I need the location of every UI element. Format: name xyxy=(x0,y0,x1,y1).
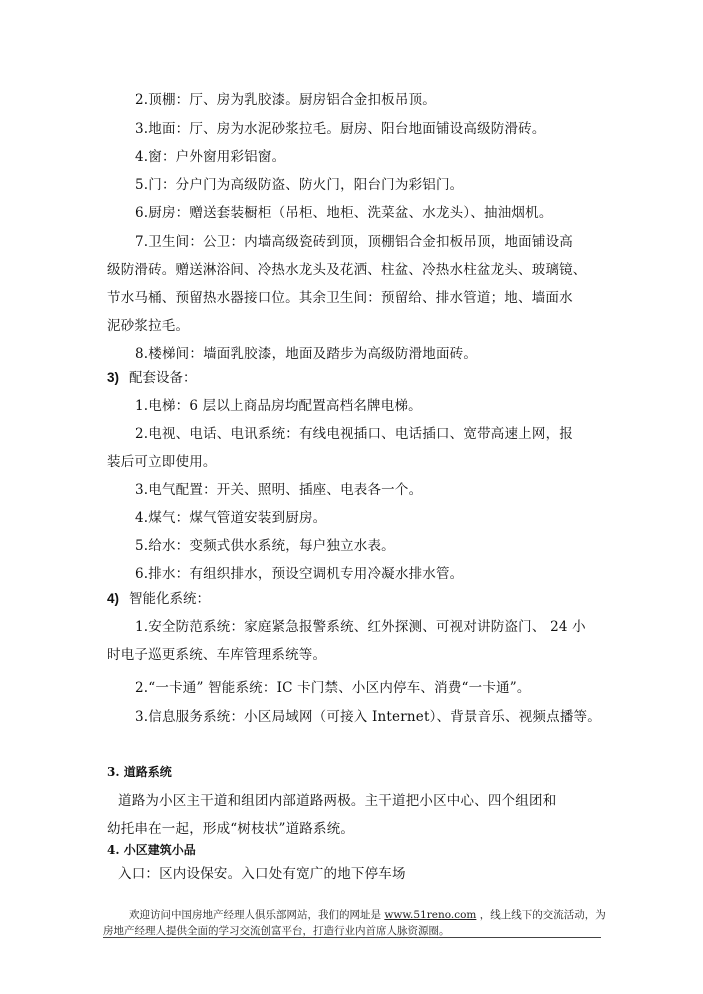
footer-website-link[interactable]: www.51reno.com xyxy=(384,909,477,921)
paragraph-door: 5.门：分户门为高级防盗、防火门，阳台门为彩铝门。 xyxy=(135,177,464,193)
paragraph-telecom-line2: 装后可立即使用。 xyxy=(107,454,217,470)
paragraph-floor: 3.地面：厅、房为水泥砂浆拉毛。厨房、阳台地面铺设高级防滑砖。 xyxy=(135,121,546,137)
paragraph-drainage: 6.排水：有组织排水，预设空调机专用冷凝水排水管。 xyxy=(135,566,464,582)
paragraph-electrical: 3.电气配置：开关、照明、插座、电表各一个。 xyxy=(135,482,423,498)
paragraph-elevator: 1.电梯：6 层以上商品房均配置高档名牌电梯。 xyxy=(135,398,422,414)
paragraph-roads-line2: 幼托串在一起，形成“树枝状”道路系统。 xyxy=(107,821,355,837)
footer-text-pre: 欢迎访问中国房地产经理人俱乐部网站，我们的网址是 xyxy=(129,909,385,921)
paragraph-gas: 4.煤气：煤气管道安装到厨房。 xyxy=(135,510,327,526)
paragraph-bathroom-line2: 级防滑砖。赠送淋浴间、冷热水龙头及花洒、柱盆、冷热水柱盆龙头、玻璃镜、 xyxy=(107,262,587,278)
paragraph-bathroom-line1: 7.卫生间：公卫：内墙高级瓷砖到顶，顶棚铝合金扣板吊顶，地面铺设高 xyxy=(135,234,573,250)
heading-supporting-equipment xyxy=(107,368,197,388)
paragraph-security-line2: 时电子巡更系统、车库管理系统等。 xyxy=(107,647,327,663)
section-heading-roads: 3. 道路系统 xyxy=(107,765,172,779)
paragraph-telecom-line1: 2.电视、电话、电讯系统：有线电视插口、电话插口、宽带高速上网，报 xyxy=(135,426,573,442)
paragraph-roads-line1: 道路为小区主干道和组团内部道路两极。主干道把小区中心、四个组团和 xyxy=(118,793,557,809)
heading-text: 配套设备： xyxy=(129,370,197,386)
footer-text-post: ，线上线下的交流活动，为 xyxy=(476,909,606,921)
heading-text: 智能化系统： xyxy=(129,591,211,607)
paragraph-info-services: 3.信息服务系统：小区局域网（可接入 Internet）、背景音乐、视频点播等。 xyxy=(135,709,601,725)
paragraph-bathroom-line3: 节水马桶、预留热水器接口位。其余卫生间：预留给、排水管道；地、墙面水 xyxy=(107,290,573,306)
heading-number: 4) xyxy=(107,591,120,606)
footer-divider xyxy=(103,937,601,938)
paragraph-window: 4.窗：户外窗用彩铝窗。 xyxy=(135,149,286,165)
footer-note xyxy=(103,907,606,939)
paragraph-bathroom-line4: 泥砂浆拉毛。 xyxy=(107,318,190,334)
footer-line2: 房地产经理人提供全面的学习交流创富平台，打造行业内首席人脉资源圈。 xyxy=(103,925,450,937)
paragraph-ceiling: 2.顶棚：厅、房为乳胶漆。厨房铝合金扣板吊顶。 xyxy=(135,92,436,108)
paragraph-one-card: 2.“一卡通” 智能系统：IC 卡门禁、小区内停车、消费“一卡通”。 xyxy=(135,680,531,696)
paragraph-entrance: 入口：区内设保安。入口处有宽广的地下停车场 xyxy=(118,866,406,882)
heading-number: 3) xyxy=(107,370,120,385)
footer-line1 xyxy=(103,907,606,923)
heading-smart-systems xyxy=(107,589,210,609)
paragraph-security-line1: 1.安全防范系统：家庭紧急报警系统、红外探测、可视对讲防盗门、 24 小 xyxy=(135,619,586,635)
paragraph-kitchen: 6.厨房：赠送套装橱柜（吊柜、地柜、洗菜盆、水龙头）、抽油烟机。 xyxy=(135,205,553,221)
paragraph-stairwell: 8.楼梯间：墙面乳胶漆，地面及踏步为高级防滑地面砖。 xyxy=(135,346,478,362)
paragraph-water-supply: 5.给水：变频式供水系统，每户独立水表。 xyxy=(135,538,395,554)
section-heading-landscape: 4. 小区建筑小品 xyxy=(107,843,196,857)
